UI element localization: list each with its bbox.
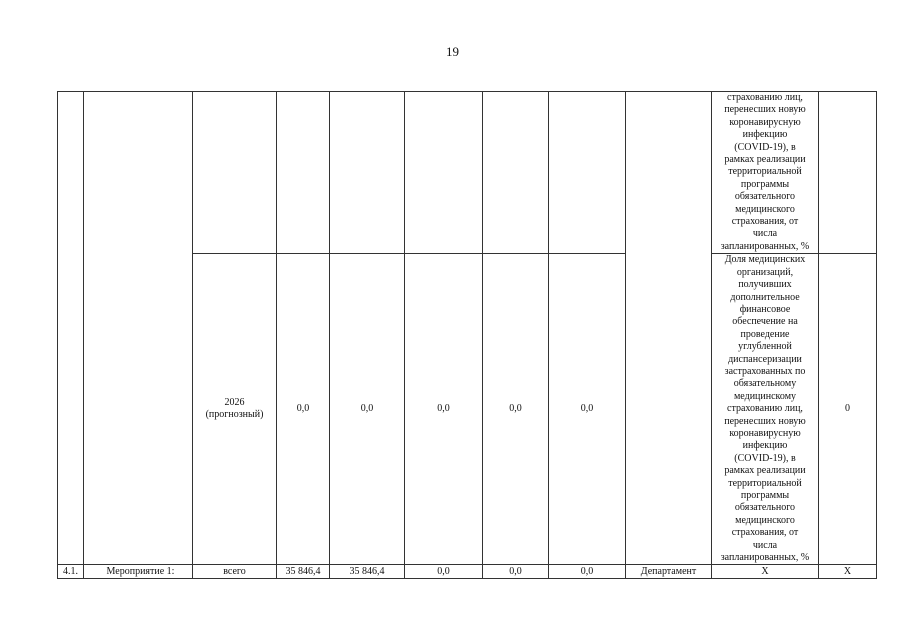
indicator-text-line: организаций, — [736, 266, 794, 278]
period-cell — [193, 92, 277, 254]
page-number: 19 — [446, 44, 459, 59]
indicator-text-line: программы — [740, 178, 790, 190]
indicator-text-line: коронавирусную — [729, 427, 801, 439]
num-cell: 4.1. — [58, 565, 84, 579]
indicator-text-line: диспансеризации — [728, 353, 802, 365]
value-cell: 0,0 — [277, 254, 330, 565]
value-cell — [330, 92, 405, 254]
indicator-text-line: (COVID-19), в — [734, 452, 796, 464]
target-cell — [819, 92, 877, 254]
value-cell: 0,0 — [405, 254, 483, 565]
indicator-text-line: (COVID-19), в — [734, 141, 796, 153]
value-cell — [483, 92, 549, 254]
table-row — [58, 565, 877, 579]
executor-cell: Департамент — [626, 565, 712, 579]
value-cell — [549, 92, 626, 254]
indicator-text-line: инфекцию — [742, 440, 788, 452]
indicator-text-line: числа — [752, 539, 778, 551]
value-cell: 35 846,4 — [330, 565, 405, 579]
indicator-cell — [712, 254, 819, 565]
indicator-text-line: коронавирусную — [729, 116, 801, 128]
indicator-text-line: обязательного — [734, 191, 796, 203]
value-cell — [277, 92, 330, 254]
indicator-text-line: рамках реализации — [724, 465, 806, 477]
indicator-text-line: обеспечение на — [732, 316, 798, 328]
indicator-text-line: страхованию лиц, — [727, 92, 803, 103]
value-cell: 0,0 — [549, 254, 626, 565]
indicator-text-line: территориальной — [728, 166, 802, 178]
indicator-text-line: обязательного — [734, 502, 796, 514]
program-table — [57, 91, 877, 579]
target-cell: X — [819, 565, 877, 579]
value-cell — [405, 92, 483, 254]
executor-cell — [626, 92, 712, 565]
indicator-text-line: перенесших новую — [724, 104, 806, 116]
indicator-text-line: дополнительное — [730, 291, 800, 303]
indicator-text-line: застрахованных по — [724, 365, 806, 377]
value-cell: 0,0 — [330, 254, 405, 565]
indicator-text-line: инфекцию — [742, 129, 788, 141]
name-cell — [84, 92, 193, 565]
value-cell: 0,0 — [483, 565, 549, 579]
indicator-text-line: финансовое — [739, 303, 791, 315]
table-row — [58, 92, 877, 254]
indicator-text-line: получивших — [738, 279, 792, 291]
indicator-text-line: рамках реализации — [724, 154, 806, 166]
num-cell — [58, 92, 84, 565]
period-cell — [193, 254, 277, 565]
value-cell: 0,0 — [483, 254, 549, 565]
indicator-text-line: территориальной — [728, 477, 802, 489]
indicator-text-line: медицинскому — [733, 390, 797, 402]
value-cell: 0,0 — [549, 565, 626, 579]
period-cell: всего — [193, 565, 277, 579]
indicator-text-line: числа — [752, 228, 778, 240]
indicator-text-line: страхования, от — [731, 527, 799, 539]
indicator-text-line: Доля медицинских — [724, 254, 806, 266]
indicator-text-line: запланированных, % — [720, 240, 810, 252]
value-cell: 35 846,4 — [277, 565, 330, 579]
value-cell: 0,0 — [405, 565, 483, 579]
indicator-cell: X — [712, 565, 819, 579]
indicator-text-line: медицинского — [735, 203, 795, 215]
indicator-text-line: запланированных, % — [720, 552, 810, 564]
indicator-text-line: перенесших новую — [724, 415, 806, 427]
year-label: 2026 — [224, 396, 245, 408]
year-note: (прогнозный) — [205, 409, 264, 421]
indicator-text-line: страхованию лиц, — [727, 403, 803, 415]
indicator-text-line: углубленной — [738, 341, 792, 353]
indicator-text-line: проведение — [740, 328, 790, 340]
name-cell: Мероприятие 1: — [84, 565, 193, 579]
target-cell: 0 — [819, 254, 877, 565]
indicator-cell — [712, 92, 819, 254]
indicator-text-line: страхования, от — [731, 216, 799, 228]
indicator-text-line: обязательному — [733, 378, 797, 390]
indicator-text-line: медицинского — [735, 514, 795, 526]
indicator-text-line: программы — [740, 490, 790, 501]
